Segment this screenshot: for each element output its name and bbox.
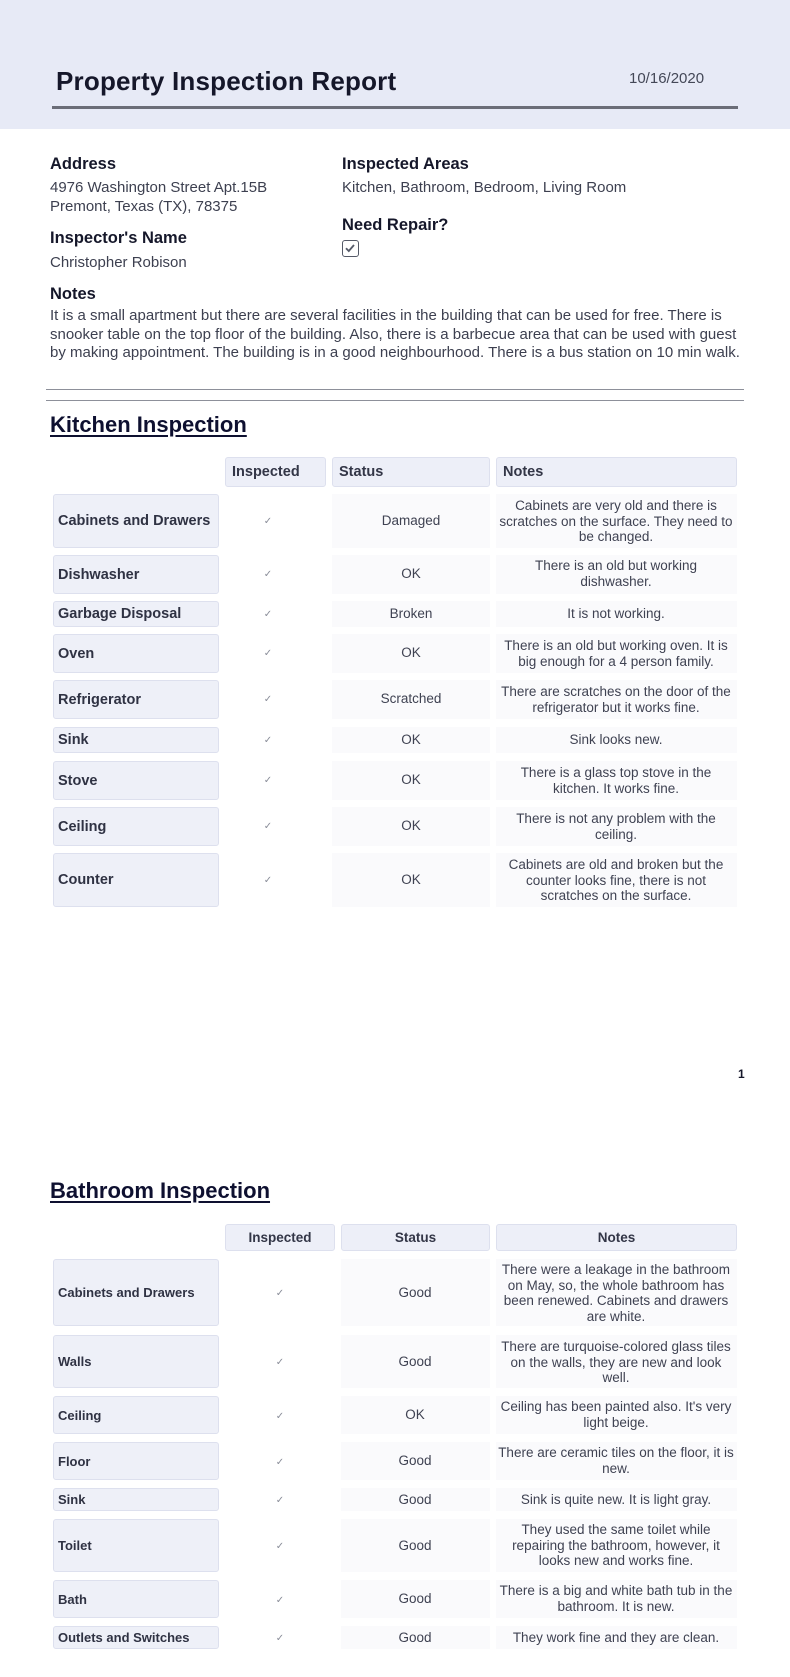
inspected-check-icon: ✓ <box>263 694 273 705</box>
row-status: OK <box>401 566 421 581</box>
report-title: Property Inspection Report <box>56 66 397 96</box>
row-notes: It is not working. <box>567 606 665 621</box>
inspected-check-icon: ✓ <box>263 735 273 746</box>
row-status: OK <box>401 732 421 747</box>
row-notes: Ceiling has been painted also. It's very light beige. <box>500 1399 732 1430</box>
inspected-check-icon: ✓ <box>275 1288 285 1299</box>
address-line-1: 4976 Washington Street Apt.15B <box>50 179 268 196</box>
row-notes: There is an old but working dishwasher. <box>534 558 698 589</box>
inspected-check-icon: ✓ <box>275 1357 285 1368</box>
row-label: Walls <box>53 1335 219 1388</box>
row-notes: They work fine and they are clean. <box>512 1630 720 1645</box>
inspected-check-icon: ✓ <box>275 1595 285 1606</box>
row-label: Garbage Disposal <box>53 601 219 627</box>
row-label: Counter <box>53 853 219 907</box>
row-status: Good <box>398 1538 432 1553</box>
row-label: Sink <box>53 1488 219 1511</box>
row-status: OK <box>401 645 421 660</box>
row-label: Dishwasher <box>53 555 219 594</box>
need-repair-checkbox[interactable] <box>342 240 359 257</box>
notes-text: It is a small apartment but there are several facilities in the building that can be used for free. There is snooker table on the top floor of the building. Also, there is a barbecue area that can be used with guest by making appointment. The building is in a good neighbourhood. There is a bus station on 10 min walk. <box>50 307 740 361</box>
row-status: Good <box>398 1591 432 1606</box>
row-status: OK <box>401 872 421 887</box>
row-label: Oven <box>53 634 219 673</box>
row-label: Toilet <box>53 1519 219 1572</box>
row-notes: Cabinets are very old and there is scratches on the surface. They need to be changed. <box>499 498 733 544</box>
kitchen-title: Kitchen Inspection <box>50 412 247 437</box>
address-label: Address <box>50 155 117 173</box>
bathroom-header-status: Status <box>341 1224 490 1251</box>
inspected-check-icon: ✓ <box>275 1411 285 1422</box>
row-status: OK <box>401 772 421 787</box>
row-label: Ceiling <box>53 1396 219 1434</box>
header-divider <box>52 106 738 109</box>
row-status: Scratched <box>380 691 442 706</box>
row-notes: There are turquoise-colored glass tiles on the walls, they are new and look well. <box>501 1339 731 1385</box>
row-notes: There is a big and white bath tub in the bathroom. It is new. <box>499 1583 733 1614</box>
kitchen-header-inspected: Inspected <box>225 457 326 487</box>
kitchen-header-status: Status <box>332 457 490 487</box>
row-status: OK <box>405 1407 425 1422</box>
report-date: 10/16/2020 <box>629 70 705 87</box>
inspected-check-icon: ✓ <box>263 609 273 620</box>
check-icon <box>344 242 356 254</box>
row-label: Bath <box>53 1580 219 1618</box>
row-status: Broken <box>389 606 433 621</box>
row-notes: Sink looks new. <box>569 732 663 747</box>
row-notes: There is not any problem with the ceiling. <box>516 811 716 842</box>
page-number: 1 <box>738 1067 745 1081</box>
inspected-check-icon: ✓ <box>275 1457 285 1468</box>
row-status: Good <box>398 1453 432 1468</box>
report-header <box>0 0 790 129</box>
inspector-label: Inspector's Name <box>50 229 187 247</box>
row-status: Good <box>398 1354 432 1369</box>
divider-bottom <box>46 400 744 401</box>
row-label: Refrigerator <box>53 680 219 719</box>
row-status: Good <box>398 1285 432 1300</box>
bathroom-title: Bathroom Inspection <box>50 1178 271 1203</box>
bathroom-header-inspected: Inspected <box>225 1224 335 1251</box>
inspected-check-icon: ✓ <box>263 648 273 659</box>
address-line-2: Premont, Texas (TX), 78375 <box>50 198 238 215</box>
row-status: OK <box>401 818 421 833</box>
inspected-check-icon: ✓ <box>275 1633 285 1644</box>
row-label: Cabinets and Drawers <box>53 1259 219 1326</box>
bathroom-header-notes: Notes <box>496 1224 737 1251</box>
row-label: Outlets and Switches <box>53 1626 219 1649</box>
inspected-check-icon: ✓ <box>263 875 273 886</box>
inspected-check-icon: ✓ <box>263 775 273 786</box>
inspected-areas-value: Kitchen, Bathroom, Bedroom, Living Room <box>342 179 627 196</box>
inspected-areas-label: Inspected Areas <box>342 155 469 173</box>
row-status: Good <box>398 1630 432 1645</box>
row-notes: There were a leakage in the bathroom on May, so, the whole bathroom has been renewed. Cabinets and drawers are white. <box>501 1262 731 1324</box>
need-repair-label: Need Repair? <box>342 216 449 234</box>
row-notes: Sink is quite new. It is light gray. <box>520 1492 712 1507</box>
inspector-name: Christopher Robison <box>50 254 187 271</box>
row-label: Floor <box>53 1442 219 1480</box>
row-notes: They used the same toilet while repairing the bathroom, however, it looks new and works fine. <box>512 1522 720 1568</box>
row-notes: There is a glass top stove in the kitchen. It works fine. <box>520 765 712 796</box>
row-notes: There is an old but working oven. It is big enough for a 4 person family. <box>504 638 728 669</box>
inspected-check-icon: ✓ <box>263 516 273 527</box>
row-label: Sink <box>53 727 219 753</box>
row-notes: There are scratches on the door of the refrigerator but it works fine. <box>501 684 731 715</box>
row-label: Stove <box>53 761 219 800</box>
inspected-check-icon: ✓ <box>263 569 273 580</box>
notes-label: Notes <box>50 285 96 303</box>
inspected-check-icon: ✓ <box>263 821 273 832</box>
divider-top <box>46 389 744 390</box>
row-status: Damaged <box>381 513 441 528</box>
row-label: Cabinets and Drawers <box>53 494 219 548</box>
row-notes: There are ceramic tiles on the floor, it is new. <box>498 1445 734 1476</box>
row-notes: Cabinets are old and broken but the counter looks fine, there is not scratches on the surface. <box>508 857 724 903</box>
kitchen-header-notes: Notes <box>496 457 737 487</box>
row-label: Ceiling <box>53 807 219 846</box>
inspected-check-icon: ✓ <box>275 1541 285 1552</box>
inspected-check-icon: ✓ <box>275 1495 285 1506</box>
row-status: Good <box>398 1492 432 1507</box>
